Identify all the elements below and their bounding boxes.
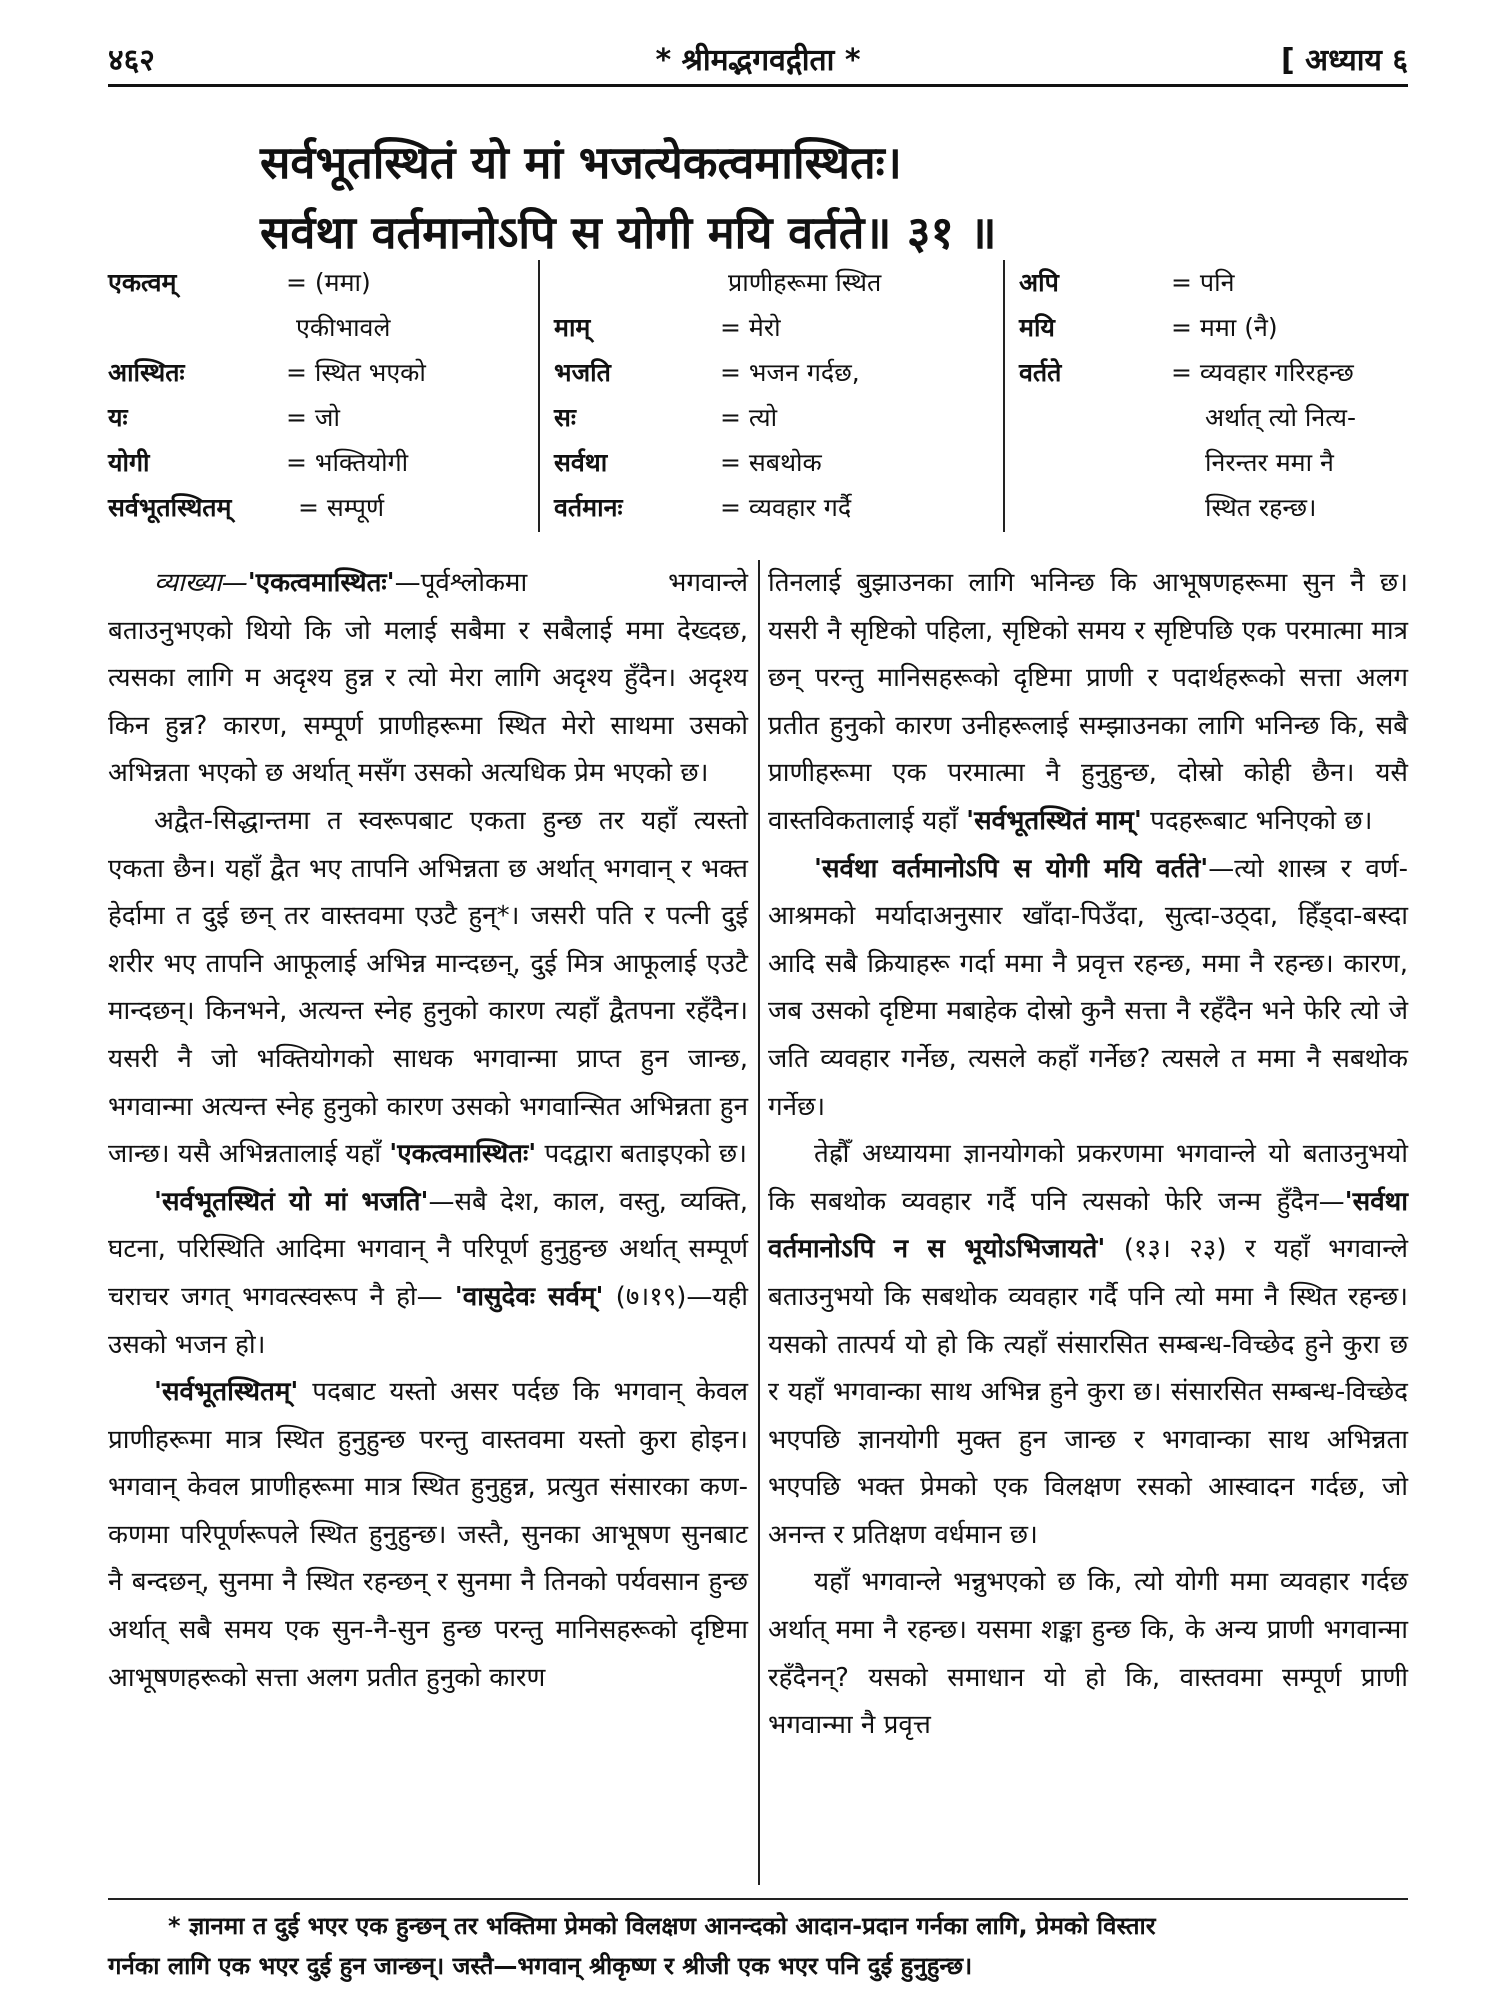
footnote-rule: [108, 1898, 1408, 1900]
glossary-row: [540, 260, 1005, 305]
glossary-row: [1005, 305, 1410, 350]
glossary-row: [540, 440, 1005, 485]
glossary-row: [1005, 260, 1410, 305]
glossary-word: वर्तते: [1019, 358, 1062, 387]
glossary-meaning: = व्यवहार गरिरहन्छ: [1171, 358, 1354, 387]
quoted-term: 'सर्वभूतस्थितं माम्': [966, 805, 1142, 836]
glossary-meaning: = स्थित भएको: [286, 358, 426, 387]
glossary-row: [540, 305, 1005, 350]
quoted-term: 'सर्वथा वर्तमानोऽपि स योगी मयि वर्तते': [814, 853, 1209, 884]
verse: [260, 128, 1410, 268]
glossary-row: [108, 440, 538, 485]
glossary-meaning: = भजन गर्दछ,: [720, 358, 860, 387]
glossary-word: माम्: [554, 313, 591, 342]
glossary-meaning: अर्थात् त्यो नित्य-: [1205, 403, 1357, 432]
glossary-meaning: = ममा (नै): [1171, 313, 1278, 342]
glossary-row: [108, 350, 538, 395]
glossary-word: योगी: [108, 448, 150, 477]
glossary-column-3: [1003, 260, 1410, 532]
header-rule: [108, 84, 1408, 87]
column-divider: [758, 560, 760, 1885]
quoted-term: 'सर्वभूतस्थितं यो मां भजति': [154, 1186, 429, 1217]
glossary-row: [1005, 485, 1410, 530]
glossary-meaning: = जो: [286, 403, 340, 432]
glossary-meaning: एकीभावले: [296, 313, 391, 342]
glossary-row: [108, 260, 538, 305]
glossary-row: [108, 305, 538, 350]
commentary-paragraph: तिनलाई बुझाउनका लागि भनिन्छ कि आभूषणहरूमा सुन नै छ। यसरी नै सृष्टिको पहिला, सृष्टिको समय र सृष्टिपछि एक परमात्मा मात्र छन् परन्तु मानिसहरूको दृष्टिमा प्राणी र पदार्थहरूको सत्ता अलग प्रतीत हुनुको कारण उनीहरूलाई सम्झाउनका लागि भनिन्छ कि, सबै प्राणीहरूमा एक परमात्मा नै हुनुहुन्छ, दोस्रो कोही छैन। यसै वास्तविकतालाई यहाँ 'सर्वभूतस्थितं माम्' पदहरूबाट भनिएको छ।: [768, 568, 1408, 836]
quoted-term: 'सर्वथा वर्तमानोऽपि न स भूयोऽभिजायते': [768, 1186, 1408, 1265]
word-glossary: [108, 260, 1408, 532]
glossary-word: भजति: [554, 358, 611, 387]
commentary-right-column: [768, 560, 1408, 1890]
glossary-column-1: [108, 260, 538, 532]
commentary-paragraph: तेह्रौँ अध्यायमा ज्ञानयोगको प्रकरणमा भगवान्ले यो बताउनुभयो कि सबथोक व्यवहार गर्दै पनि त्यसको फेरि जन्म हुँदैन—'सर्वथा वर्तमानोऽपि न स भूयोऽभिजायते' (१३। २३) र यहाँ भगवान्ले बताउनुभयो कि सबथोक व्यवहार गर्दै पनि त्यो ममा नै स्थित रहन्छ। यसको तात्पर्य यो हो कि त्यहाँ संसारसित सम्बन्ध-विच्छेद हुने कुरा छ र यहाँ भगवान्का साथ अभिन्न हुने कुरा छ। संसारसित सम्बन्ध-विच्छेद भएपछि ज्ञानयोगी मुक्त हुन जान्छ र भगवान्का साथ अभिन्नता भएपछि भक्त प्रेमको एक विलक्षण रसको आस्वादन गर्दछ, जो अनन्त र प्रतिक्षण वर्धमान छ।: [768, 1139, 1408, 1550]
commentary-paragraph: व्याख्या—'एकत्वमास्थितः'—पूर्वश्लोकमा भगवान्ले बताउनुभएको थियो कि जो मलाई सबैमा र सबैलाई ममा देख्दछ, त्यसका लागि म अदृश्य हुन्न र त्यो मेरा लागि अदृश्य हुँदैन। अदृश्य किन हुन्न? कारण, सम्पूर्ण प्राणीहरूमा स्थित मेरो साथमा उसको अभिन्नता भएको छ अर्थात् मसँग उसको अत्यधिक प्रेम भएको छ।: [108, 568, 748, 789]
glossary-row: [108, 395, 538, 440]
glossary-word: सः: [554, 403, 576, 432]
glossary-column-2: [538, 260, 1005, 532]
glossary-meaning: = मेरो: [720, 313, 781, 342]
commentary-paragraph: 'सर्वभूतस्थितं यो मां भजति'—सबै देश, काल, वस्तु, व्यक्ति, घटना, परिस्थिति आदिमा भगवान् नै परिपूर्ण हुनुहुन्छ अर्थात् सम्पूर्ण चराचर जगत् भगवत्स्वरूप नै हो— 'वासुदेवः सर्वम्' (७।१९)—यही उसको भजन हो।: [108, 1186, 748, 1360]
glossary-word: आस्थितः: [108, 358, 185, 387]
verse-line-1: सर्वभूतस्थितं यो मां भजत्येकत्वमास्थितः।: [260, 136, 902, 189]
glossary-word: सर्वथा: [554, 448, 608, 477]
glossary-meaning: स्थित रहन्छ।: [1205, 493, 1317, 522]
glossary-meaning: = व्यवहार गर्दै: [720, 493, 852, 522]
commentary-paragraph: यहाँ भगवान्ले भन्नुभएको छ कि, त्यो योगी ममा व्यवहार गर्दछ अर्थात् ममा नै रहन्छ। यसमा शङ्का हुन्छ कि, के अन्य प्राणी भगवान्मा रहँदैनन्? यसको समाधान यो हो कि, वास्तवमा सम्पूर्ण प्राणी भगवान्मा नै प्रवृत्त: [768, 1567, 1408, 1741]
chapter-label: [ अध्याय ६: [1281, 43, 1408, 78]
glossary-row: [1005, 395, 1410, 440]
footnote: [108, 1906, 1408, 1986]
commentary-paragraph: 'सर्वथा वर्तमानोऽपि स योगी मयि वर्तते'—त्यो शास्त्र र वर्ण-आश्रमको मर्यादाअनुसार खाँदा-पिउँदा, सुत्दा-उठ्दा, हिँड्दा-बस्दा आदि सबै क्रियाहरू गर्दा ममा नै प्रवृत्त रहन्छ, ममा नै रहन्छ। कारण, जब उसको दृष्टिमा मबाहेक दोस्रो कुनै सत्ता नै रहँदैन भने फेरि त्यो जे जति व्यवहार गर्नेछ, त्यसले कहाँ गर्नेछ? त्यसले त ममा नै सबथोक गर्नेछ।: [768, 853, 1408, 1122]
glossary-meaning: = सम्पूर्ण: [298, 493, 385, 522]
glossary-word: यः: [108, 403, 128, 432]
glossary-word: वर्तमानः: [554, 493, 623, 522]
glossary-row: [540, 485, 1005, 530]
glossary-word: एकत्वम्: [108, 268, 177, 297]
glossary-row: [1005, 350, 1410, 395]
page-number: ४६२: [108, 43, 155, 78]
quoted-term: 'एकत्वमास्थितः': [389, 1139, 537, 1170]
commentary-label: व्याख्या—: [154, 568, 248, 598]
glossary-row: [540, 350, 1005, 395]
quoted-term: 'वासुदेवः सर्वम्': [454, 1281, 604, 1312]
glossary-row: [1005, 440, 1410, 485]
glossary-meaning: प्राणीहरूमा स्थित: [728, 268, 882, 297]
glossary-meaning: = त्यो: [720, 403, 778, 432]
book-title: * श्रीमद्भगवद्गीता *: [655, 43, 861, 78]
footnote-line-2: गर्नका लागि एक भएर दुई हुन जान्छन्। जस्तै—भगवान् श्रीकृष्ण र श्रीजी एक भएर पनि दुई हुनुहुन्छ।: [108, 1952, 973, 1980]
glossary-meaning: निरन्तर ममा नै: [1205, 448, 1334, 477]
quoted-term: 'एकत्वमास्थितः': [247, 568, 395, 598]
glossary-word: सर्वभूतस्थितम्: [108, 493, 232, 522]
glossary-meaning: = सबथोक: [720, 448, 822, 477]
commentary-paragraph: अद्वैत-सिद्धान्तमा त स्वरूपबाट एकता हुन्छ तर यहाँ त्यस्तो एकता छैन। यहाँ द्वैत भए तापनि अभिन्नता छ अर्थात् भगवान् र भक्त हेर्दामा त दुई छन् तर वास्तवमा एउटै हुन्*। जसरी पति र पत्नी दुई शरीर भए तापनि आफूलाई अभिन्न मान्दछन्, दुई मित्र आफूलाई एउटै मान्दछन्। किनभने, अत्यन्त स्नेह हुनुको कारण त्यहाँ द्वैतपना रहँदैन। यसरी नै जो भक्तियोगको साधक भगवान्मा प्राप्त हुन जान्छ, भगवान्मा अत्यन्त स्नेह हुनुको कारण उसको भगवान्सित अभिन्नता हुन जान्छ। यसै अभिन्नतालाई यहाँ 'एकत्वमास्थितः' पदद्वारा बताइएको छ।: [108, 805, 748, 1170]
commentary-paragraph: 'सर्वभूतस्थितम्' पदबाट यस्तो असर पर्दछ कि भगवान् केवल प्राणीहरूमा मात्र स्थित हुनुहुन्छ परन्तु वास्तवमा यस्तो कुरा होइन। भगवान् केवल प्राणीहरूमा मात्र स्थित हुनुहुन्न, प्रत्युत संसारका कण-कणमा परिपूर्णरूपले स्थित हुनुहुन्छ। जस्तै, सुनका आभूषण सुनबाट नै बन्दछन्, सुनमा नै स्थित रहन्छन् र सुनमा नै तिनको पर्यवसान हुन्छ अर्थात् सबै समय एक सुन-नै-सुन हुन्छ परन्तु मानिसहरूको दृष्टिमा आभूषणहरूको सत्ता अलग प्रतीत हुनुको कारण: [108, 1377, 748, 1693]
quoted-term: 'सर्वभूतस्थितम्': [154, 1377, 299, 1408]
commentary-left-column: [108, 560, 748, 1890]
glossary-meaning: = पनि: [1171, 268, 1235, 297]
glossary-row: [108, 485, 538, 530]
glossary-row: [540, 395, 1005, 440]
footnote-line-1: * ज्ञानमा त दुई भएर एक हुन्छन् तर भक्तिमा प्रेमको विलक्षण आनन्दको आदान-प्रदान गर्नका लागि, प्रेमको विस्तार: [168, 1912, 1156, 1940]
glossary-meaning: = भक्तियोगी: [286, 448, 409, 477]
glossary-word: मयि: [1019, 313, 1055, 342]
page-header: [108, 34, 1408, 80]
glossary-meaning: = (ममा): [286, 268, 371, 297]
glossary-word: अपि: [1019, 268, 1059, 297]
verse-line-2: सर्वथा वर्तमानोऽपि स योगी मयि वर्तते॥ ३१ ॥: [260, 206, 997, 259]
